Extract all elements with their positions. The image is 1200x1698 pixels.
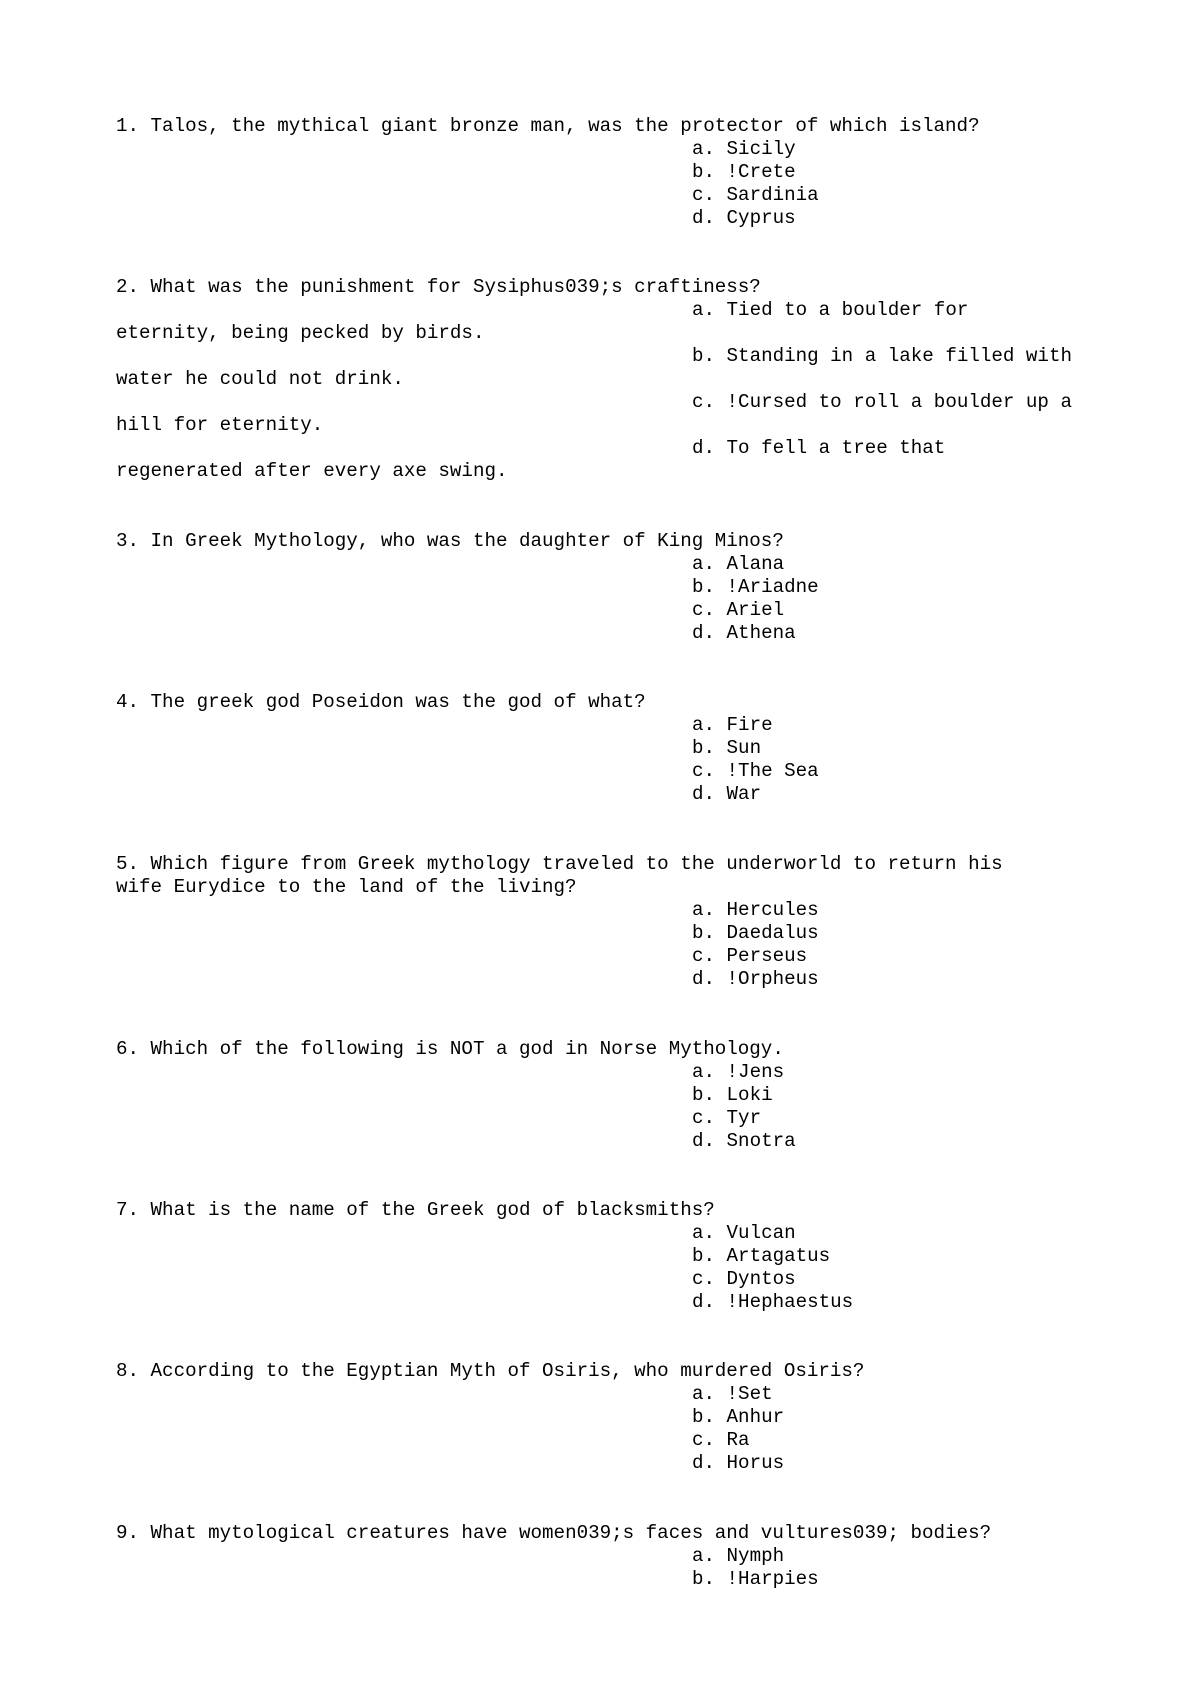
q7-option-d: d. !Hephaestus: [692, 1291, 854, 1313]
q2-option-d: d. To fell a tree that: [692, 437, 946, 459]
q4-option-d: d. War: [692, 783, 762, 805]
q2-option-a: a. Tied to a boulder for: [692, 299, 969, 321]
q5-option-d: d. !Orpheus: [692, 968, 819, 990]
q6-option-c: c. Tyr: [692, 1107, 762, 1129]
q6-option-b: b. Loki: [692, 1084, 773, 1106]
q7-option-a: a. Vulcan: [692, 1222, 796, 1244]
q2-option-d-cont: regenerated after every axe swing.: [116, 460, 508, 482]
q8-option-c: c. Ra: [692, 1429, 750, 1451]
q1-option-a: a. Sicily: [692, 138, 796, 160]
q6-option-a: a. !Jens: [692, 1061, 785, 1083]
q8-option-d: d. Horus: [692, 1452, 785, 1474]
q6-option-d: d. Snotra: [692, 1130, 796, 1152]
q5-option-b: b. Daedalus: [692, 922, 819, 944]
q7-option-c: c. Dyntos: [692, 1268, 796, 1290]
q5-option-a: a. Hercules: [692, 899, 819, 921]
question-4: 4. The greek god Poseidon was the god of what?: [116, 691, 646, 713]
q2-option-b-cont: water he could not drink.: [116, 368, 404, 390]
question-5: 5. Which figure from Greek mythology traveled to the underworld to return his: [116, 853, 1003, 875]
question-8: 8. According to the Egyptian Myth of Osiris, who murdered Osiris?: [116, 1360, 865, 1382]
q3-option-b: b. !Ariadne: [692, 576, 819, 598]
q1-option-c: c. Sardinia: [692, 184, 819, 206]
q8-option-b: b. Anhur: [692, 1406, 785, 1428]
question-7: 7. What is the name of the Greek god of blacksmiths?: [116, 1199, 715, 1221]
question-5-cont: wife Eurydice to the land of the living?: [116, 876, 577, 898]
q4-option-a: a. Fire: [692, 714, 773, 736]
q2-option-c-cont: hill for eternity.: [116, 414, 324, 436]
q2-option-b: b. Standing in a lake filled with: [692, 345, 1072, 367]
question-6: 6. Which of the following is NOT a god in Norse Mythology.: [116, 1038, 784, 1060]
q5-option-c: c. Perseus: [692, 945, 808, 967]
q1-option-d: d. Cyprus: [692, 207, 796, 229]
q2-option-c: c. !Cursed to roll a boulder up a: [692, 391, 1072, 413]
q7-option-b: b. Artagatus: [692, 1245, 831, 1267]
question-1: 1. Talos, the mythical giant bronze man, was the protector of which island?: [116, 115, 980, 137]
q4-option-c: c. !The Sea: [692, 760, 819, 782]
q3-option-c: c. Ariel: [692, 599, 785, 621]
q2-option-a-cont: eternity, being pecked by birds.: [116, 322, 485, 344]
q3-option-a: a. Alana: [692, 553, 785, 575]
q9-option-a: a. Nymph: [692, 1545, 785, 1567]
q8-option-a: a. !Set: [692, 1383, 773, 1405]
question-3: 3. In Greek Mythology, who was the daughter of King Minos?: [116, 530, 784, 552]
q1-option-b: b. !Crete: [692, 161, 796, 183]
q3-option-d: d. Athena: [692, 622, 796, 644]
question-9: 9. What mytological creatures have women039;s faces and vultures039; bodies?: [116, 1522, 992, 1544]
q9-option-b: b. !Harpies: [692, 1568, 819, 1590]
q4-option-b: b. Sun: [692, 737, 762, 759]
question-2: 2. What was the punishment for Sysiphus039;s craftiness?: [116, 276, 761, 298]
